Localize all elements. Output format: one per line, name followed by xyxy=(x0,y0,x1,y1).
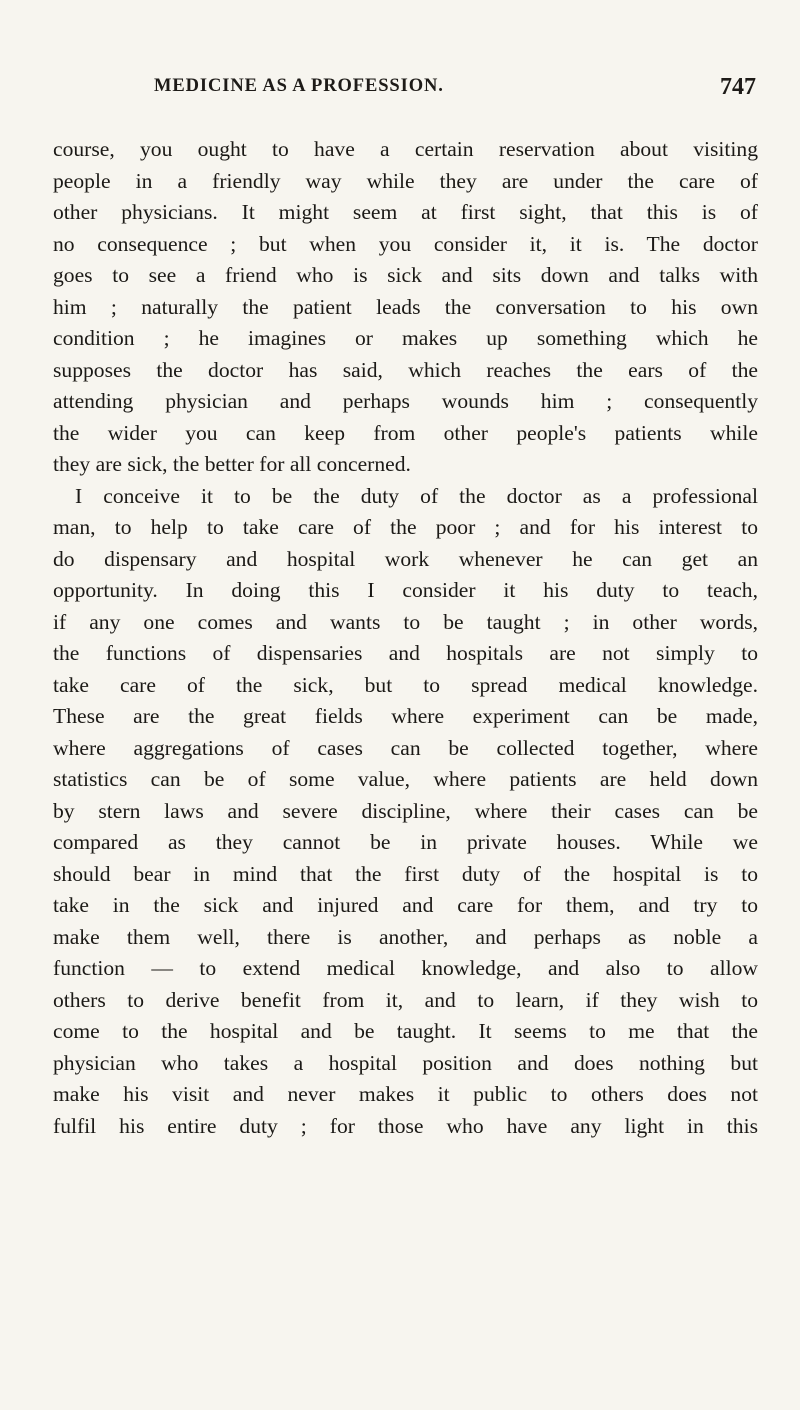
text-line: do dispensary and hospital work whenever he can get an xyxy=(53,546,758,571)
text-line: others to derive benefit from it, and to learn, if they wish to xyxy=(53,987,758,1012)
text-line: by stern laws and severe discipline, where their cases can be xyxy=(53,798,758,823)
page-number: 747 xyxy=(720,74,756,100)
text-line: course, you ought to have a certain reservation about visiting xyxy=(53,137,758,161)
text-line: come to the hospital and be taught. It seems to me that the xyxy=(53,1019,758,1043)
text-line: fulfil his entire duty ; for those who have any light in this xyxy=(53,1113,758,1138)
text-line: opportunity. In doing this I consider it his duty to teach, xyxy=(53,578,758,602)
text-line: condition ; he imagines or makes up something which he xyxy=(53,326,758,350)
text-line: people in a friendly way while they are under the care of xyxy=(53,168,758,193)
text-line: supposes the doctor has said, which reaches the ears of the xyxy=(53,357,758,382)
body-text xyxy=(53,134,758,1142)
text-line: take in the sick and injured and care for them, and try to xyxy=(53,893,758,917)
text-line: other physicians. It might seem at first sight, that this is of xyxy=(53,200,758,224)
paragraph-start-line: I conceive it to be the duty of the doctor as a professional xyxy=(75,483,758,508)
text-line: These are the great fields where experiment can be made, xyxy=(53,704,758,728)
text-line: the functions of dispensaries and hospitals are not simply to xyxy=(53,641,758,665)
text-line: make them well, there is another, and perhaps as noble a xyxy=(53,924,758,949)
text-line: make his visit and never makes it public to others does not xyxy=(53,1082,758,1106)
text-line: function — to extend medical knowledge, and also to allow xyxy=(53,956,758,980)
text-line: man, to help to take care of the poor ; and for his interest to xyxy=(53,515,758,539)
running-head: MEDICINE AS A PROFESSION. xyxy=(154,76,444,96)
text-line: compared as they cannot be in private houses. While we xyxy=(53,830,758,854)
paragraph-end-line: they are sick, the better for all concerned. xyxy=(53,452,411,476)
text-line: goes to see a friend who is sick and sits down and talks with xyxy=(53,263,758,287)
text-line: no consequence ; but when you consider it, it is. The doctor xyxy=(53,231,758,256)
text-line: if any one comes and wants to be taught ; in other words, xyxy=(53,609,758,634)
text-line: the wider you can keep from other people's patients while xyxy=(53,420,758,445)
text-line: should bear in mind that the first duty of the hospital is to xyxy=(53,861,758,886)
text-line: him ; naturally the patient leads the conversation to his own xyxy=(53,294,758,319)
text-line: where aggregations of cases can be collected together, where xyxy=(53,735,758,760)
text-line: physician who takes a hospital position and does nothing but xyxy=(53,1050,758,1075)
text-line: statistics can be of some value, where patients are held down xyxy=(53,767,758,791)
text-line: attending physician and perhaps wounds him ; consequently xyxy=(53,389,758,413)
page-header xyxy=(54,76,756,112)
text-line: take care of the sick, but to spread medical knowledge. xyxy=(53,672,758,697)
